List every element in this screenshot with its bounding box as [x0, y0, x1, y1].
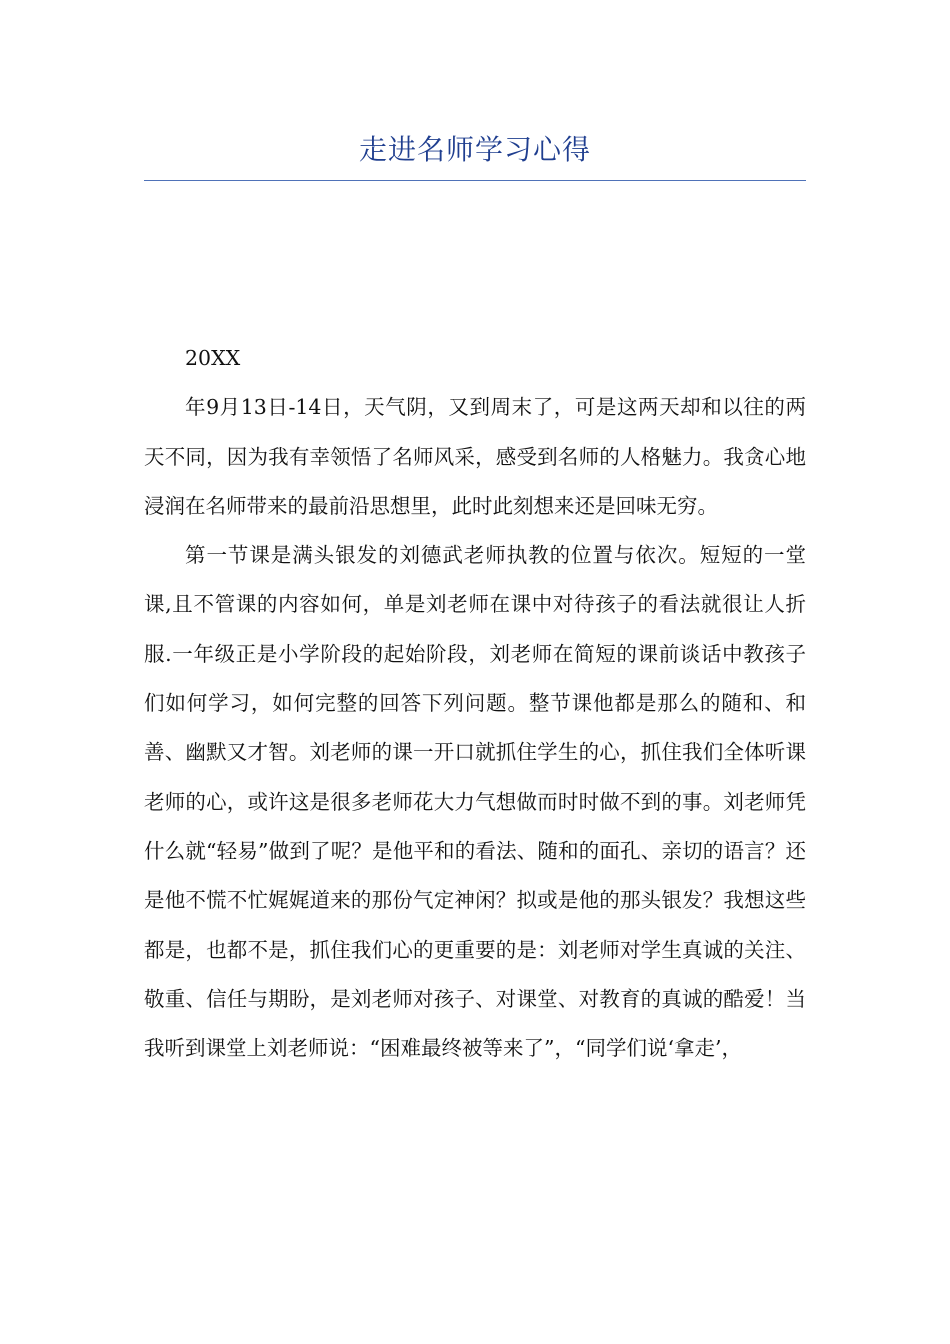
title-underline: [144, 180, 806, 181]
document-body: [144, 334, 806, 1073]
document-title: 走进名师学习心得: [358, 133, 591, 166]
paragraph-intro: 年9月13日-14日，天气阴，又到周末了，可是这两天却和以往的两天不同，因为我有幸领悟了名师风采，感受到名师的人格魅力。我贪心地浸润在名师带来的最前沿思想里，此时此刻想来还是回味无穷。: [144, 395, 806, 518]
paragraph-first-lesson: 第一节课是满头银发的刘德武老师执教的位置与依次。短短的一堂课,且不管课的内容如何，单是刘老师在课中对待孩子的看法就很让人折服.一年级正是小学阶段的起始阶段，刘老师在简短的课前谈话中教孩子们如何学习，如何完整的回答下列问题。整节课他都是那么的随和、和善、幽默又才智。刘老师的课一开口就抓住学生的心，抓住我们全体听课老师的心，或许这是很多老师花大力气想做而时时做不到的事。刘老师凭什么就“轻易”做到了呢？是他平和的看法、随和的面孔、亲切的语言？还是他不慌不忙娓娓道来的那份气定神闲？拟或是他的那头银发？我想这些都是，也都不是，抓住我们心的更重要的是：刘老师对学生真诚的关注、敬重、信任与期盼，是刘老师对孩子、对课堂、对教育的真诚的酷爱！当我听到课堂上刘老师说：“困难最终被等来了”，“同学们说‘拿走’，: [144, 543, 806, 1061]
paragraph-date: 20XX: [185, 346, 241, 370]
